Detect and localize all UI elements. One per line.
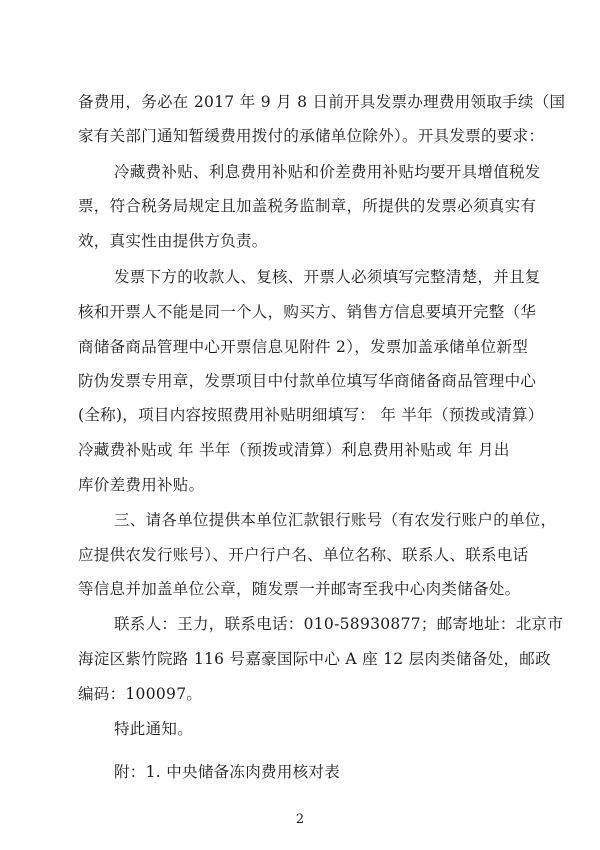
text-line: 冷藏费补贴或 年 半年（预拨或清算）利息费用补贴或 年 月出 [78,441,510,459]
text-line: 票，符合税务局规定且加盖税务监制章，所提供的发票必须真实有 [78,197,537,215]
text-line: 三、请各单位提供本单位汇款银行账号（有农发行账户的单位， [114,511,557,529]
text-line: 家有关部门通知暂缓费用拨付的承储单位除外）。开具发票的要求： [78,127,545,145]
text-line: 备费用，务必在 2017 年 9 月 8 日前开具发票办理费用领取手续（国 [78,93,566,111]
text-line: 海淀区紫竹院路 116 号嘉豪国际中心 A 座 12 层肉类储备处，邮政 [78,650,551,668]
text-line: 效，真实性由提供方负责。 [78,232,268,250]
text-line: 编码：100097。 [78,685,203,703]
text-line: 应提供农发行账号）、开户行户名、单位名称、联系人、联系电话 [78,546,529,564]
text-line: 冷藏费补贴、利息费用补贴和价差费用补贴均要开具增值税发 [114,163,541,181]
page-number: 2 [295,812,305,827]
text-line: 联系人：王力，联系电话：010-58930877；邮寄地址：北京市 [114,615,564,633]
text-line: 防伪发票专用章，发票项目中付款单位填写华商储备商品管理中心 [78,372,537,390]
text-line: 发票下方的收款人、复核、开票人必须填写完整清楚，并且复 [114,268,541,286]
attachment-line: 附：1. 中央储备冻肉费用核对表 [114,763,341,781]
text-line: (全称)，项目内容按照费用补贴明细填写： 年 半年（预拨或清算） [78,406,544,424]
text-line: 商储备商品管理中心开票信息见附件 2），发票加盖承储单位新型 [78,338,529,356]
text-line: 核和开票人不能是同一个人，购买方、销售方信息要填开完整（华 [78,303,537,321]
text-line: 库价差费用补贴。 [78,476,205,494]
text-line: 等信息并加盖单位公章，随发票一并邮寄至我中心肉类储备处。 [78,580,521,598]
closing-text: 特此通知。 [114,720,194,738]
